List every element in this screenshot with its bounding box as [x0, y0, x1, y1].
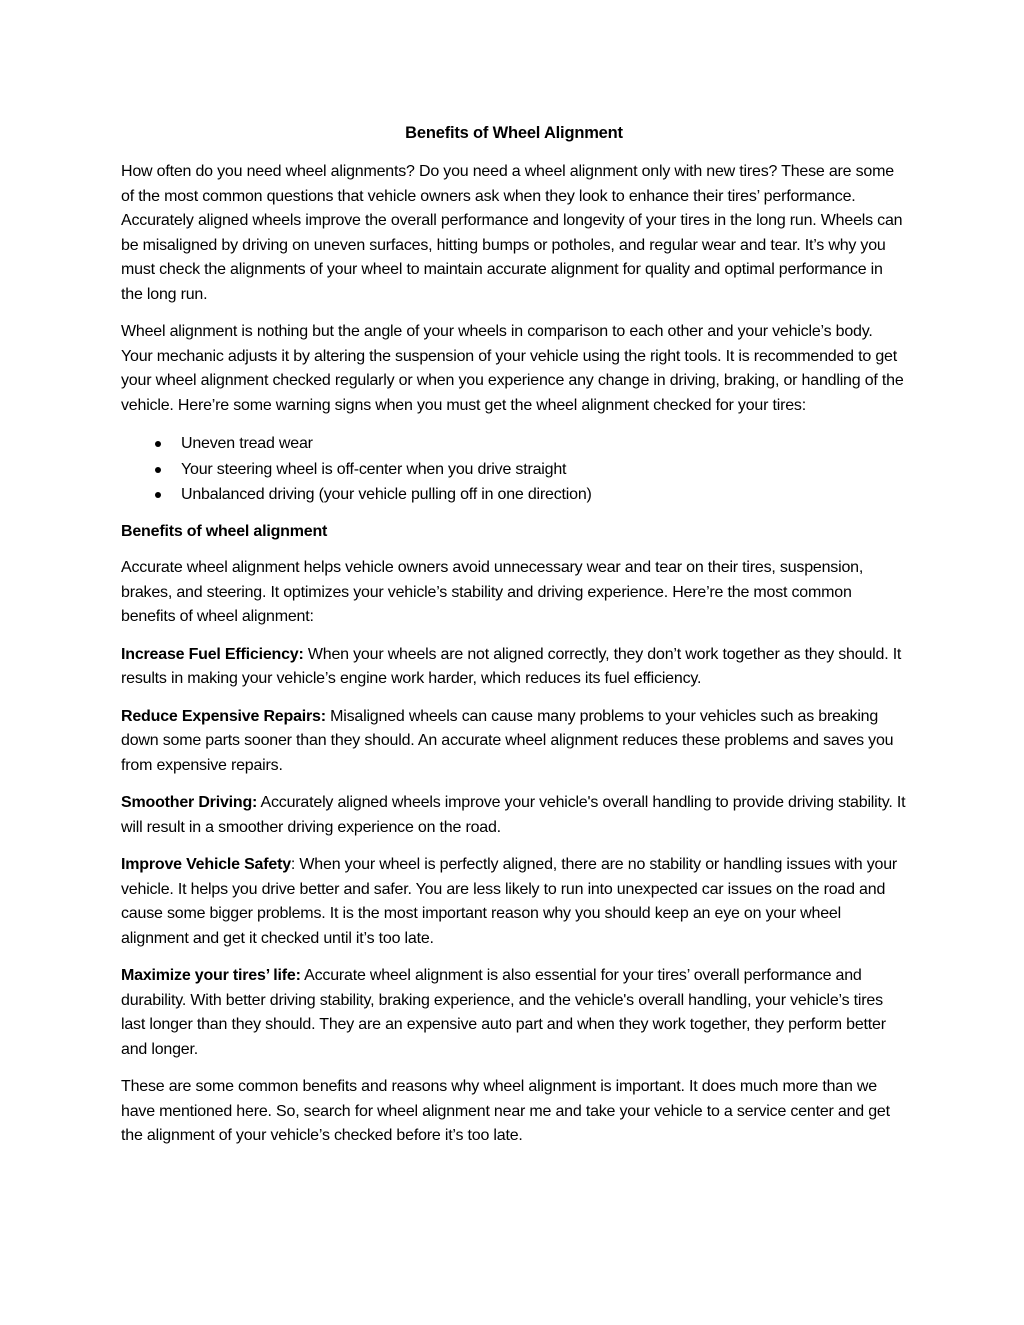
list-item-text: Uneven tread wear [181, 435, 313, 452]
benefit-paragraph [121, 964, 907, 1062]
benefit-text: : When your wheel is perfectly aligned, there are no stability or handling issues with your vehicle. It helps you drive better and safer. You are less likely to run into unexpected car issues on the road and cause some bigger problems. It is the most important reason why you should keep an eye on your wheel alignment and get it checked until it’s too late. [121, 856, 898, 947]
list-item [121, 431, 907, 457]
warning-signs-list [121, 431, 907, 508]
benefit-text: Misaligned wheels can cause many problems to your vehicles such as breaking down some parts sooner than they should. An accurate wheel alignment reduces these problems and saves you from expensive repairs. [121, 707, 894, 774]
list-item [121, 457, 907, 483]
benefit-label: Improve Vehicle Safety [121, 856, 291, 873]
intro-paragraph: How often do you need wheel alignments? Do you need a wheel alignment only with new tires? These are some of the most common questions that vehicle owners ask when they look to enhance their tires’ performance. Accurately aligned wheels improve the overall performance and longevity of your tires in the long run. Wheels can be misaligned by driving on uneven surfaces, hitting bumps or potholes, and regular wear and tear. It’s why you must check the alignments of your wheel to maintain accurate alignment for quality and optimal performance in the long run. [121, 163, 903, 303]
benefit-paragraph [121, 791, 907, 840]
benefit-label: Smoother Driving: [121, 794, 258, 811]
document-page [121, 120, 907, 1162]
benefit-label: Maximize your tires’ life: [121, 967, 301, 984]
bullet-icon [155, 467, 161, 473]
benefit-paragraph [121, 643, 907, 692]
benefit-label: Reduce Expensive Repairs: [121, 707, 326, 725]
benefit-text: When your wheels are not aligned correctly, they don’t work together as they should. It results in making your vehicle’s engine work harder, which reduces its fuel efficiency. [121, 645, 902, 687]
section-intro: Accurate wheel alignment helps vehicle owners avoid unnecessary wear and tear on their tires, suspension, brakes, and steering. It optimizes your vehicle’s stability and driving experience. Here’re the most common benefits of wheel alignment: [121, 559, 864, 625]
bullet-icon [155, 441, 161, 447]
benefit-paragraph [121, 853, 907, 951]
benefit-text: Accurate wheel alignment is also essential for your tires’ overall performance and durability. With better driving stability, braking experience, and the vehicle's overall handling, your vehicle’s tires last longer than they should. They are an expensive auto part and when they work together, they perform better and longer. [121, 967, 886, 1058]
bullet-icon [155, 492, 161, 498]
benefit-paragraph [121, 705, 907, 779]
benefit-text: Accurately aligned wheels improve your vehicle's overall handling to provide driving stability. It will result in a smoother driving experience on the road. [121, 794, 906, 836]
list-item-text: Your steering wheel is off-center when you drive straight [181, 460, 567, 478]
intro-paragraph: Wheel alignment is nothing but the angle of your wheels in comparison to each other and your vehicle’s body. Your mechanic adjusts it by altering the suspension of your vehicle using the right tools. It is recommended to get your wheel alignment checked regularly or when you experience any change in driving, braking, or handling of the vehicle. Here’re some warning signs when you must get the wheel alignment checked for your tires: [121, 323, 904, 414]
section-heading: Benefits of wheel alignment [121, 522, 328, 540]
benefit-label: Increase Fuel Efficiency: [121, 645, 304, 663]
conclusion-paragraph: These are some common benefits and reasons why wheel alignment is important. It does much more than we have mentioned here. So, search for wheel alignment near me and take your vehicle to a service center and get the alignment of your vehicle’s checked before it’s too late. [121, 1078, 890, 1144]
list-item [121, 482, 907, 508]
document-title: Benefits of Wheel Alignment [405, 124, 623, 142]
list-item-text: Unbalanced driving (your vehicle pulling off in one direction) [181, 486, 592, 503]
